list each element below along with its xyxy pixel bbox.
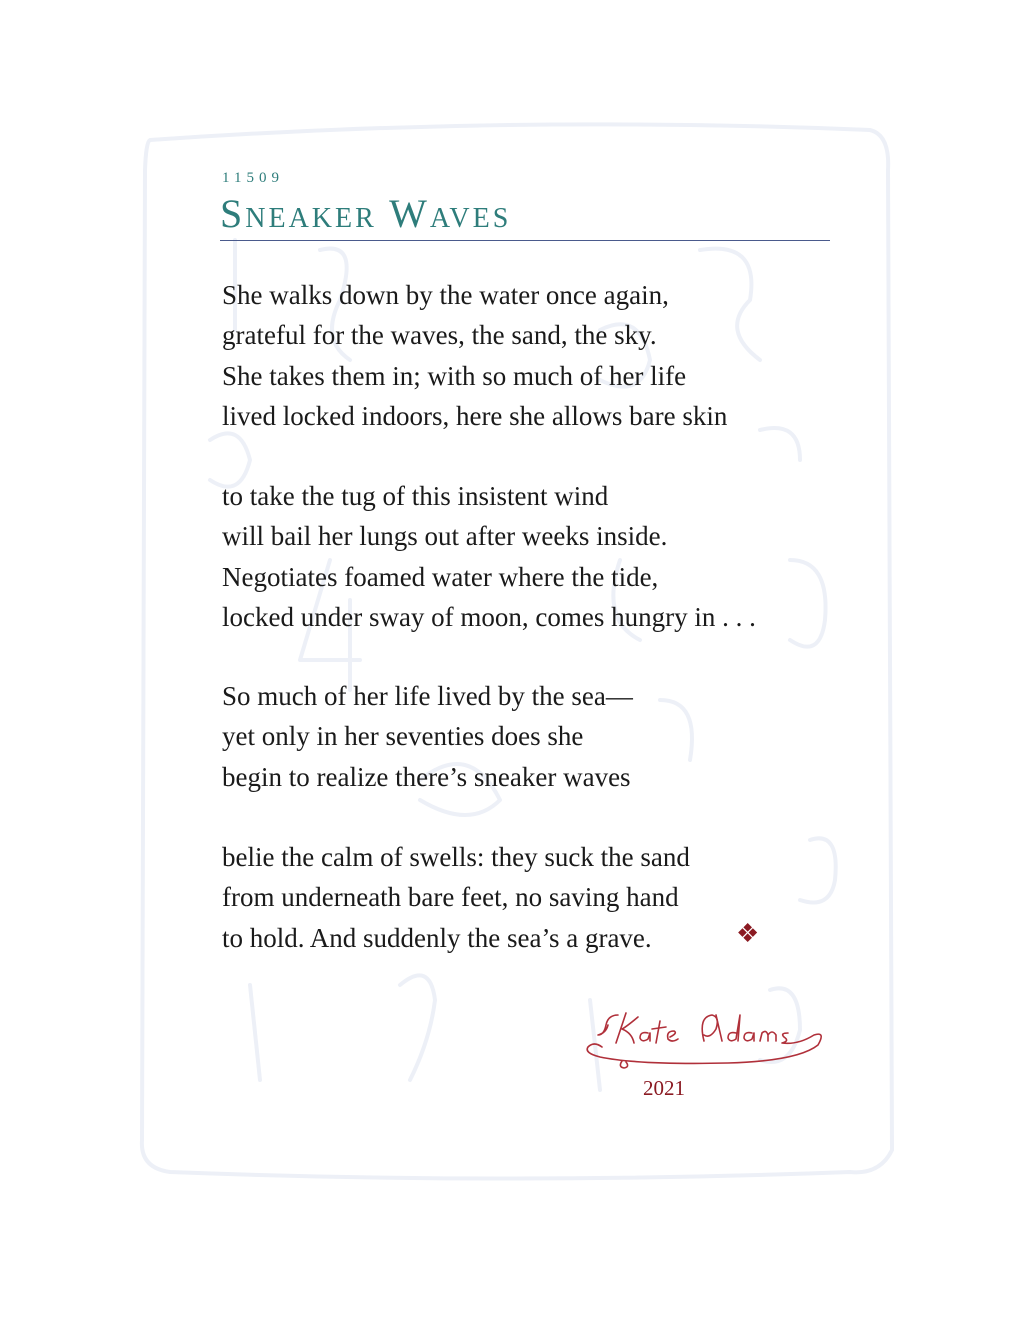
poem-line: to hold. And suddenly the sea’s a grave. bbox=[222, 922, 652, 953]
poem-line: She walks down by the water once again, bbox=[222, 280, 669, 310]
poem-line: begin to realize there’s sneaker waves bbox=[222, 761, 631, 792]
poem-line: Negotiates foamed water where the tide, bbox=[222, 561, 659, 592]
stanza-4 bbox=[222, 837, 690, 958]
poem-line: yet only in her seventies does she bbox=[222, 721, 584, 752]
poem-line: So much of her life lived by the sea— bbox=[222, 681, 633, 711]
poem-line: will bail her lungs out after weeks inside. bbox=[222, 521, 668, 552]
poem-line: to take the tug of this insistent wind bbox=[222, 481, 609, 511]
poem-line: locked under sway of moon, comes hungry in . . . bbox=[222, 601, 756, 632]
stanza-3 bbox=[222, 676, 633, 797]
poem-line: She takes them in; with so much of her life bbox=[222, 360, 687, 391]
stanza-1 bbox=[222, 275, 727, 436]
signature bbox=[578, 1005, 828, 1077]
poem-line: belie the calm of swells: they suck the sand bbox=[222, 842, 690, 872]
title-underline bbox=[220, 240, 830, 241]
poem-line: grateful for the waves, the sand, the sky. bbox=[222, 320, 657, 351]
poem-line: lived locked indoors, here she allows bare skin bbox=[222, 400, 728, 431]
end-ornament-icon: ❖ bbox=[736, 919, 760, 949]
stanza-2 bbox=[222, 476, 756, 637]
poem-line: from underneath bare feet, no saving hand bbox=[222, 882, 679, 913]
signature-year: 2021 bbox=[643, 1076, 685, 1100]
poem-title: Sneaker Waves bbox=[220, 191, 512, 236]
poem-number: 11509 bbox=[222, 170, 284, 186]
